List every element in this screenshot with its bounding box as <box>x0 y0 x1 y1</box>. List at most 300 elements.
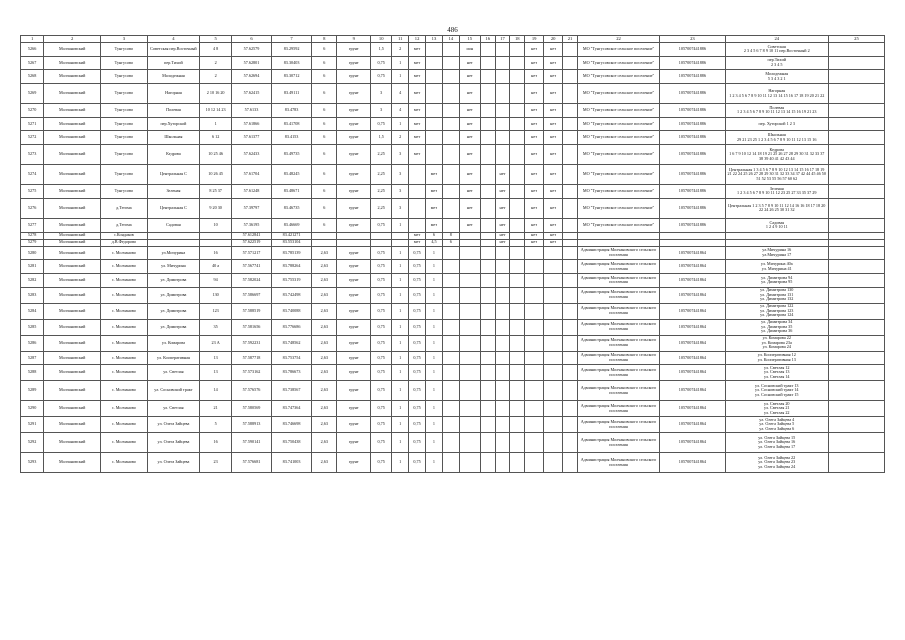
table-cell <box>725 232 828 239</box>
table-cell: грунт <box>337 198 371 218</box>
table-cell <box>563 453 578 473</box>
table-cell <box>480 351 495 365</box>
table-cell: 123 <box>200 303 232 319</box>
table-row <box>21 239 885 246</box>
table-cell: ул. Светлая 12 ул. Светлая 13 ул. Светлая 14 <box>725 365 828 381</box>
table-cell <box>426 43 443 57</box>
table-cell: Тунгусово <box>101 165 147 185</box>
table-cell <box>544 365 563 381</box>
table-cell: 1057007441886 <box>660 43 725 57</box>
table-cell: ул. Комарова <box>147 335 200 351</box>
table-cell: 1 <box>426 287 443 303</box>
table-cell: 0,75 <box>409 335 426 351</box>
table-cell: 5266 <box>21 43 44 57</box>
table-cell: Молчановский <box>44 218 101 232</box>
table-cell: 83.753754 <box>272 351 312 365</box>
table-cell: нет <box>495 239 510 246</box>
table-cell: 83.755319 <box>272 273 312 287</box>
table-cell: 2,63 <box>312 401 337 417</box>
table-cell: Молодежная 5 3 4 3 2 1 <box>725 70 828 84</box>
table-cell: 57.586697 <box>231 287 271 303</box>
table-cell: 5287 <box>21 351 44 365</box>
table-cell <box>426 56 443 70</box>
table-cell <box>459 417 480 433</box>
table-cell <box>459 433 480 453</box>
table-cell: нет <box>495 165 510 185</box>
table-cell <box>371 232 392 239</box>
table-cell: 0,75 <box>409 351 426 365</box>
table-cell: 0,75 <box>371 381 392 401</box>
table-cell: 0,75 <box>371 287 392 303</box>
table-cell: 2,25 <box>371 185 392 199</box>
table-cell: 57.61377 <box>231 131 271 145</box>
table-cell <box>510 273 525 287</box>
table-cell <box>510 365 525 381</box>
table-row <box>21 84 885 104</box>
table-cell: ул.Мичурина 16 ул.Мичурина 17 <box>725 246 828 260</box>
table-cell: Молчановский <box>44 303 101 319</box>
table-cell: 0,75 <box>409 365 426 381</box>
table-cell: нет <box>459 104 480 118</box>
table-cell <box>577 239 659 246</box>
table-cell: 1 <box>392 303 409 319</box>
table-cell: ул. Олега Зайцева 22 ул. Олега Зайцева 23 ул. Олега Зайцева 24 <box>725 453 828 473</box>
table-cell <box>510 417 525 433</box>
table-cell <box>525 287 544 303</box>
table-cell: 6 <box>312 165 337 185</box>
table-cell <box>459 365 480 381</box>
table-cell <box>525 417 544 433</box>
table-row <box>21 335 885 351</box>
table-cell: 57.62433 <box>231 145 271 165</box>
table-cell <box>409 198 426 218</box>
table-cell: нет <box>495 185 510 199</box>
table-cell <box>828 335 884 351</box>
table-cell: ул. Димитрова <box>147 287 200 303</box>
table-cell <box>828 232 884 239</box>
table-cell: 2,25 <box>371 145 392 165</box>
table-cell <box>495 433 510 453</box>
table-cell: 5286 <box>21 335 44 351</box>
table-cell: грунт <box>337 335 371 351</box>
column-header: 25 <box>828 36 884 43</box>
table-row <box>21 131 885 145</box>
table-cell <box>563 303 578 319</box>
column-header: 19 <box>525 36 544 43</box>
table-cell <box>442 56 459 70</box>
table-cell: Молчановский <box>44 198 101 218</box>
table-cell: Администрация Молчановского сельского поселения <box>577 335 659 351</box>
table-cell: Молчановский <box>44 335 101 351</box>
table-cell: 3 <box>371 84 392 104</box>
table-cell: ул. Димитрова <box>147 273 200 287</box>
table-cell <box>426 104 443 118</box>
table-cell: 1057007441864 <box>660 351 725 365</box>
table-cell <box>480 70 495 84</box>
table-cell: грунт <box>337 70 371 84</box>
table-cell: нет <box>544 165 563 185</box>
table-cell <box>828 287 884 303</box>
table-cell <box>525 335 544 351</box>
table-cell <box>495 84 510 104</box>
table-cell: нет <box>459 165 480 185</box>
table-cell: Полевая 1 2 3 4 5 6 7 8 9 10 11 12 13 14 15 16 19 21 23 <box>725 104 828 118</box>
registry-table <box>20 35 885 473</box>
table-cell: ул. Димитрова 94 ул. Димитрова 95 <box>725 273 828 287</box>
table-cell: 5275 <box>21 185 44 199</box>
table-cell: 57.612841 <box>231 232 271 239</box>
table-cell: 0,75 <box>371 260 392 274</box>
table-cell: 0,75 <box>409 417 426 433</box>
table-cell <box>828 239 884 246</box>
table-cell: 1057007441864 <box>660 260 725 274</box>
table-cell <box>409 165 426 185</box>
table-row <box>21 232 885 239</box>
table-cell: 0,75 <box>371 303 392 319</box>
table-cell: 1057007441864 <box>660 287 725 303</box>
table-cell: 1 <box>426 401 443 417</box>
table-cell <box>525 351 544 365</box>
table-cell <box>828 246 884 260</box>
table-cell: 57.61248 <box>231 185 271 199</box>
table-cell: 1 <box>426 381 443 401</box>
table-cell: 0,75 <box>371 56 392 70</box>
table-cell: 5293 <box>21 453 44 473</box>
table-cell: 1 <box>426 433 443 453</box>
table-cell <box>510 381 525 401</box>
table-cell: 1 <box>392 56 409 70</box>
table-cell <box>525 273 544 287</box>
table-cell: 1 <box>392 260 409 274</box>
table-cell: мет <box>409 56 426 70</box>
table-cell <box>510 401 525 417</box>
table-cell <box>544 246 563 260</box>
table-cell <box>828 104 884 118</box>
table-cell: грунт <box>337 287 371 303</box>
table-cell: грунт <box>337 260 371 274</box>
table-cell <box>563 401 578 417</box>
table-cell <box>563 198 578 218</box>
table-cell: 2,63 <box>312 303 337 319</box>
table-cell <box>525 365 544 381</box>
table-cell: Тунгусово <box>101 104 147 118</box>
table-cell: 83.49735 <box>272 145 312 165</box>
table-cell <box>563 246 578 260</box>
table-cell: 0,75 <box>371 70 392 84</box>
table-cell: Администрация Молчановского сельского поселения <box>577 287 659 303</box>
table-cell: Молчановский <box>44 43 101 57</box>
table-cell: МО "Тунгусовское сельское поселение" <box>577 84 659 104</box>
table-cell: 4 8 <box>200 43 232 57</box>
table-row <box>21 198 885 218</box>
table-row <box>21 246 885 260</box>
table-cell <box>495 381 510 401</box>
table-cell: 5279 <box>21 239 44 246</box>
table-cell: пер.Тихий 2 3 4 5 <box>725 56 828 70</box>
table-cell: грунт <box>337 185 371 199</box>
table-cell <box>828 145 884 165</box>
table-cell: нет <box>525 84 544 104</box>
table-cell: мет <box>409 145 426 165</box>
table-cell: Кедрова <box>147 145 200 165</box>
column-header: 10 <box>371 36 392 43</box>
table-cell: 13 <box>200 365 232 381</box>
table-cell: пер.Тихий <box>147 56 200 70</box>
table-cell <box>563 165 578 185</box>
column-header: 3 <box>101 36 147 43</box>
table-cell <box>480 239 495 246</box>
table-cell <box>442 273 459 287</box>
table-cell: нет <box>459 185 480 199</box>
table-cell <box>510 43 525 57</box>
table-cell: мет <box>409 131 426 145</box>
table-cell <box>828 417 884 433</box>
table-cell: Садовая 1 2 4 9 10 11 <box>725 218 828 232</box>
table-cell: 8 25 37 <box>200 185 232 199</box>
table-cell: 83.30403 <box>272 56 312 70</box>
table-cell: 83.738567 <box>272 381 312 401</box>
column-header: 8 <box>312 36 337 43</box>
table-cell: грунт <box>337 218 371 232</box>
table-cell <box>442 218 459 232</box>
table-cell <box>442 104 459 118</box>
table-cell <box>828 273 884 287</box>
table-cell <box>312 232 337 239</box>
table-cell: грунт <box>337 246 371 260</box>
table-cell: д.Тегома <box>101 218 147 232</box>
table-cell: Молчановский <box>44 56 101 70</box>
table-cell: 57.573162 <box>231 365 271 381</box>
table-cell: 2 <box>392 131 409 145</box>
table-cell: пер.Хуторской <box>147 117 200 131</box>
table-cell: Молчановский <box>44 165 101 185</box>
column-header: 1 <box>21 36 44 43</box>
table-cell: 6 12 <box>200 131 232 145</box>
table-cell: с.Кондаков <box>101 232 147 239</box>
table-cell <box>480 104 495 118</box>
table-cell <box>495 131 510 145</box>
table-cell: Молчановский <box>44 381 101 401</box>
table-cell: 83.750438 <box>272 433 312 453</box>
table-cell <box>828 351 884 365</box>
table-cell: Тунгусово <box>101 43 147 57</box>
table-cell: 0,75 <box>371 365 392 381</box>
table-cell: МО "Тунгусовское сельское поселение" <box>577 56 659 70</box>
table-cell: 2,63 <box>312 365 337 381</box>
table-cell: Центральная С <box>147 165 200 185</box>
table-cell <box>459 319 480 335</box>
table-cell: с. Молчаново <box>101 351 147 365</box>
table-cell: 57.6133 <box>231 104 271 118</box>
table-cell: 1057007441864 <box>660 273 725 287</box>
table-cell <box>544 319 563 335</box>
table-cell <box>480 273 495 287</box>
table-cell <box>495 417 510 433</box>
table-cell <box>495 287 510 303</box>
table-row <box>21 319 885 335</box>
table-cell <box>480 246 495 260</box>
table-cell: Советская пер.Восточный <box>147 43 200 57</box>
table-cell <box>480 433 495 453</box>
table-row <box>21 453 885 473</box>
table-cell: 1 <box>200 117 232 131</box>
table-cell: МО "Тунгусовское сельское поселение" <box>577 43 659 57</box>
table-cell <box>544 273 563 287</box>
table-cell: Тунгусово <box>101 117 147 131</box>
table-cell: 130 <box>200 287 232 303</box>
table-cell: 1057007441864 <box>660 433 725 453</box>
table-cell: 57.571217 <box>231 246 271 260</box>
table-cell: Зеленая 1 2 3 4 5 6 7 8 9 10 11 12 23 25 27 33 35 37 29 <box>725 185 828 199</box>
table-cell: грунт <box>337 43 371 57</box>
table-cell <box>442 319 459 335</box>
table-cell: 40 а <box>200 260 232 274</box>
table-cell: мет <box>409 84 426 104</box>
table-cell: 83.48671 <box>272 185 312 199</box>
table-cell <box>563 56 578 70</box>
table-cell <box>563 145 578 165</box>
table-cell: 83.41708 <box>272 117 312 131</box>
table-cell: 57.61866 <box>231 117 271 131</box>
table-cell: 83.46669 <box>272 218 312 232</box>
table-cell <box>337 232 371 239</box>
table-cell: Молчановский <box>44 84 101 104</box>
table-cell <box>459 335 480 351</box>
table-cell: грунт <box>337 165 371 185</box>
table-cell: Молчановский <box>44 70 101 84</box>
table-cell <box>525 453 544 473</box>
table-cell: грунт <box>337 273 371 287</box>
table-cell: 3 <box>392 185 409 199</box>
table-cell: 4 <box>392 84 409 104</box>
table-cell: 57.582024 <box>231 273 271 287</box>
table-cell: мет <box>409 239 426 246</box>
table-cell <box>510 104 525 118</box>
table-cell <box>495 303 510 319</box>
table-cell: 3 <box>392 145 409 165</box>
table-cell: нет <box>525 104 544 118</box>
table-cell <box>442 365 459 381</box>
table-cell: Администрация Молчановского сельского поселения <box>577 401 659 417</box>
table-cell <box>442 246 459 260</box>
table-cell: Полевая <box>147 104 200 118</box>
table-cell: 83.742498 <box>272 287 312 303</box>
table-cell: 57.576681 <box>231 453 271 473</box>
table-row <box>21 185 885 199</box>
table-cell: 0,75 <box>409 246 426 260</box>
table-cell: Молчановский <box>44 260 101 274</box>
table-cell <box>525 260 544 274</box>
table-cell: нет <box>544 84 563 104</box>
table-cell: 8 <box>442 232 459 239</box>
table-cell: 1 <box>426 303 443 319</box>
table-cell <box>828 131 884 145</box>
table-row <box>21 117 885 131</box>
table-cell: 0,75 <box>371 246 392 260</box>
table-cell: 57.581656 <box>231 319 271 335</box>
table-cell: 83.553104 <box>272 239 312 246</box>
table-cell <box>563 84 578 104</box>
table-cell: 0,75 <box>409 433 426 453</box>
table-cell: 1057007441886 <box>660 198 725 218</box>
table-cell <box>544 303 563 319</box>
table-cell: с. Молчаново <box>101 417 147 433</box>
table-cell: Молчановский <box>44 185 101 199</box>
table-cell <box>442 84 459 104</box>
table-cell: с. Молчаново <box>101 381 147 401</box>
table-cell: нет <box>544 145 563 165</box>
table-cell: 83.29592 <box>272 43 312 57</box>
table-cell: 1 <box>392 417 409 433</box>
table-row <box>21 287 885 303</box>
table-cell: с. Молчаново <box>101 246 147 260</box>
table-cell: 5270 <box>21 104 44 118</box>
column-header: 18 <box>510 36 525 43</box>
table-cell: Молчановский <box>44 287 101 303</box>
table-cell: 1057007441886 <box>660 145 725 165</box>
table-cell <box>442 260 459 274</box>
table-cell: 1057007441864 <box>660 319 725 335</box>
table-cell: 1 <box>426 335 443 351</box>
table-cell <box>495 43 510 57</box>
table-cell: 94 <box>200 273 232 287</box>
table-cell: нет <box>544 239 563 246</box>
table-cell <box>459 351 480 365</box>
table-cell: 83.746698 <box>272 417 312 433</box>
table-cell: 83.740088 <box>272 303 312 319</box>
table-cell <box>510 165 525 185</box>
table-cell: 9 20 30 <box>200 198 232 218</box>
table-cell: нет <box>495 218 510 232</box>
table-cell <box>442 303 459 319</box>
table-cell: нет <box>459 117 480 131</box>
table-cell <box>442 351 459 365</box>
table-cell: 0,75 <box>371 273 392 287</box>
table-cell: мет <box>409 70 426 84</box>
table-cell: 83.786673 <box>272 365 312 381</box>
table-cell <box>544 433 563 453</box>
table-cell: нет <box>525 70 544 84</box>
table-cell: 0,75 <box>371 319 392 335</box>
table-cell <box>442 453 459 473</box>
table-row <box>21 381 885 401</box>
table-cell: Молчановский <box>44 145 101 165</box>
table-cell <box>480 185 495 199</box>
table-cell <box>495 145 510 165</box>
table-cell <box>442 70 459 84</box>
table-cell: 16 <box>200 433 232 453</box>
table-cell: 1 <box>426 273 443 287</box>
table-cell: 1057007441864 <box>660 335 725 351</box>
table-cell <box>725 239 828 246</box>
table-cell: 2 <box>200 70 232 84</box>
table-cell: Нагорная <box>147 84 200 104</box>
table-cell: нет <box>525 165 544 185</box>
table-cell: ул. Светлая 20 ул. Светлая 21 ул. Светлая 22 <box>725 401 828 417</box>
table-cell: нет <box>544 232 563 239</box>
table-cell: нет <box>525 56 544 70</box>
table-cell: 1 <box>392 365 409 381</box>
table-cell: Молчановский <box>44 453 101 473</box>
table-cell: Тунгусово <box>101 84 147 104</box>
table-cell: ул. Светлая <box>147 401 200 417</box>
table-cell <box>480 165 495 185</box>
table-cell: мет <box>426 198 443 218</box>
column-header: 11 <box>392 36 409 43</box>
table-cell <box>510 117 525 131</box>
table-cell: 4,5 <box>426 239 443 246</box>
table-cell: МО "Тунгусовское сельское поселение" <box>577 165 659 185</box>
